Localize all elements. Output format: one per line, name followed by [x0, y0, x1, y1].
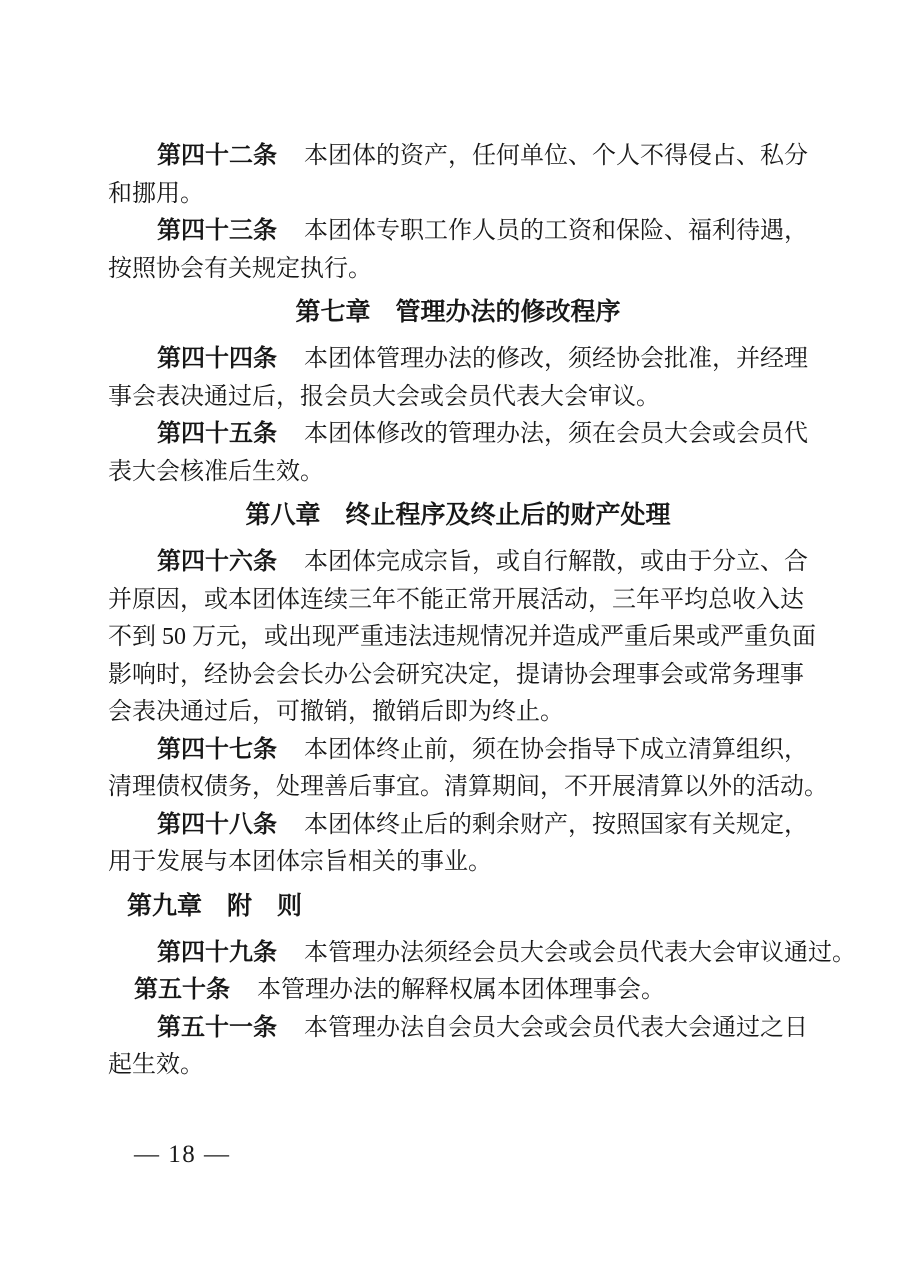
article-line	[108, 935, 856, 973]
article-text: 本团体终止后的剩余财产，按照国家有关规定，	[304, 811, 808, 838]
text-line: 不到 50 万元，或出现严重违法违规情况并造成严重后果或严重负面	[108, 624, 816, 650]
chapter-heading: 第九章 附 则	[127, 891, 303, 920]
text-line: 起生效。	[108, 1052, 204, 1078]
article-text: 本管理办法的解释权属本团体理事会。	[257, 977, 665, 1003]
article-number: 第四十四条	[157, 346, 277, 372]
article-text: 本团体管理办法的修改，须经协会批准，并经理	[304, 346, 808, 372]
text-line: 用于发展与本团体宗旨相关的事业。	[108, 849, 492, 875]
article-text: 本团体终止前，须在协会指导下成立清算组织，	[304, 736, 808, 763]
text-line: 影响时，经协会会长办公会研究决定，提请协会理事会或常务理事	[108, 661, 804, 688]
text-line: 并原因，或本团体连续三年不能正常开展活动，三年平均总收入达	[108, 586, 804, 613]
article-line	[108, 341, 808, 379]
article-number: 第四十三条	[157, 218, 277, 244]
article-text: 本团体完成宗旨，或自行解散，或由于分立、合	[304, 549, 808, 575]
article-number: 第四十二条	[157, 143, 277, 169]
article-number: 第四十九条	[157, 939, 277, 966]
article-line	[108, 732, 808, 770]
chapter-heading: 第七章 管理办法的修改程序	[295, 298, 621, 326]
article-number: 第四十八条	[157, 811, 277, 838]
chapter-heading: 第八章 终止程序及终止后的财产处理	[245, 501, 671, 529]
text-line: 表大会核准后生效。	[108, 458, 324, 485]
page-number: — 18 —	[134, 1141, 231, 1168]
article-number: 第四十六条	[157, 549, 277, 575]
article-line	[108, 807, 808, 845]
text-line: 事会表决通过后，报会员大会或会员代表大会审议。	[108, 383, 660, 410]
article-line	[108, 138, 808, 176]
article-line	[108, 972, 808, 1010]
article-line	[108, 213, 808, 251]
article-number: 第四十七条	[157, 736, 277, 763]
article-number: 第五十一条	[157, 1014, 277, 1041]
article-text: 本管理办法须经会员大会或会员代表大会审议通过。	[304, 939, 856, 966]
article-number: 第五十条	[134, 977, 230, 1003]
text-line: 和挪用。	[108, 180, 204, 207]
article-line	[108, 544, 808, 582]
article-text: 本团体的资产，任何单位、个人不得侵占、私分	[304, 143, 808, 169]
page-footer	[134, 1141, 231, 1169]
article-text: 本管理办法自会员大会或会员代表大会通过之日	[304, 1014, 808, 1041]
text-line: 按照协会有关规定执行。	[108, 255, 372, 282]
article-text: 本团体修改的管理办法，须在会员大会或会员代	[304, 421, 808, 447]
document-body	[108, 138, 856, 1085]
article-line	[108, 416, 808, 454]
article-number: 第四十五条	[157, 421, 277, 447]
article-line	[108, 1010, 808, 1048]
text-line: 会表决通过后，可撤销，撤销后即为终止。	[108, 699, 564, 725]
text-line: 清理债权债务，处理善后事宜。清算期间，不开展清算以外的活动。	[108, 774, 828, 800]
article-text: 本团体专职工作人员的工资和保险、福利待遇，	[304, 218, 808, 244]
